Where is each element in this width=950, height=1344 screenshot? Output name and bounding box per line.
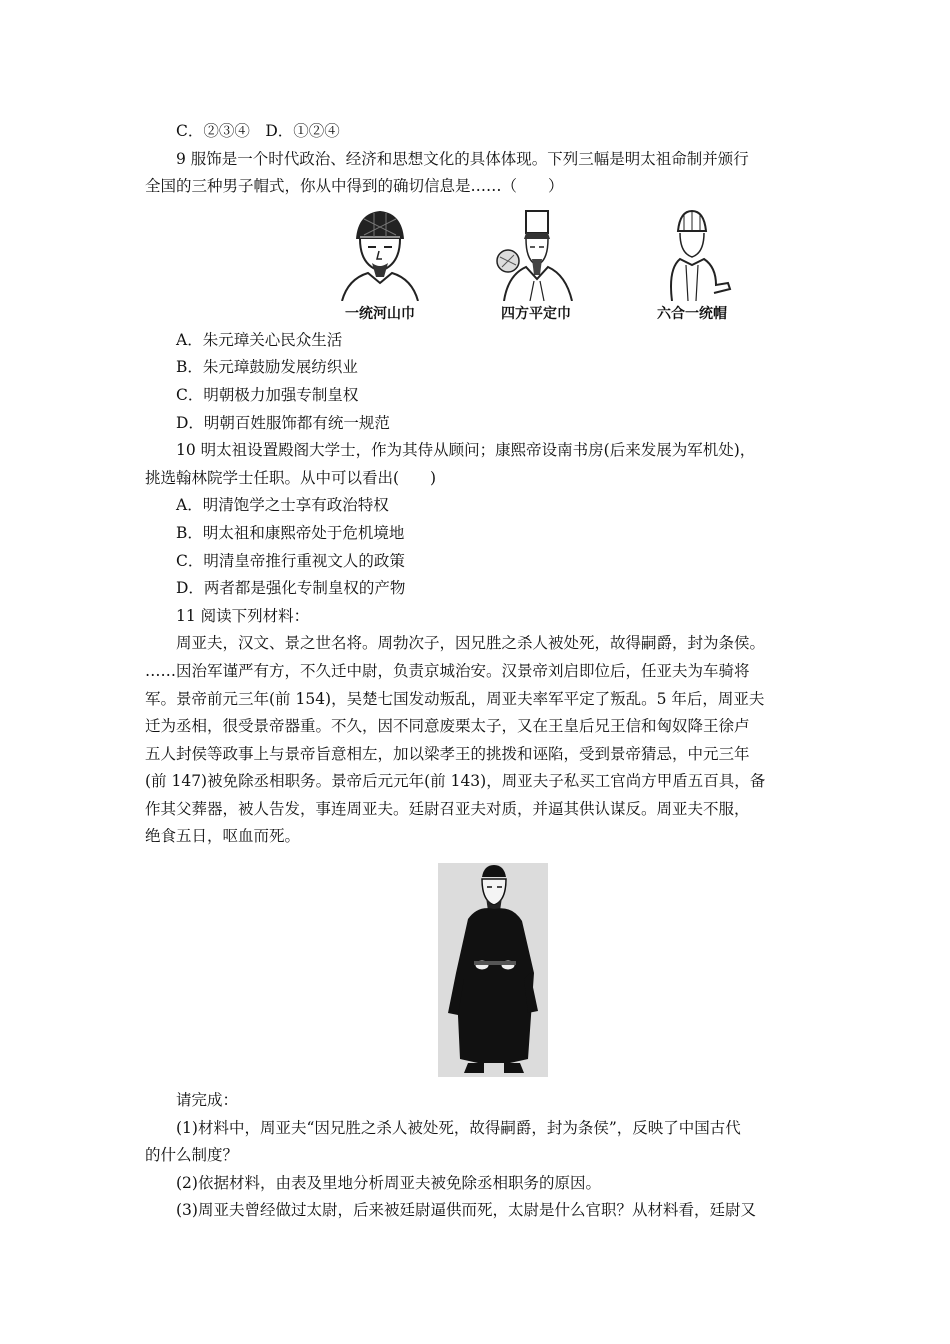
q10-option-c: C．明清皇帝推行重视文人的政策 [176,551,405,570]
q11-material-line-1: 周亚夫，汉文、景之世名将。周勃次子，因兄胜之杀人被处死，故得嗣爵，封为条侯。 [176,634,766,653]
hat-caption-2: 四方平定巾 [501,305,571,322]
robed-figure-illustration [438,863,548,1077]
q9-option-a: A．朱元璋关心民众生活 [176,330,343,349]
q10-stem-line1: 10 明太祖设置殿阁大学士，作为其侍从顾问；康熙帝设南书房(后来发展为军机处)， [176,441,756,460]
hat-figure-3 [637,209,747,323]
q11-material-line-3: 军。景帝前元三年(前 154)，吴楚七国发动叛乱，周亚夫率军平定了叛乱。5 年后，周亚夫 [145,689,765,708]
document-page [145,118,815,1225]
man-with-round-hat-illustration [646,209,738,301]
q11-task-heading: 请完成： [176,1091,239,1110]
man-with-square-cap-illustration [490,209,582,301]
hat-caption-3: 六合一统帽 [657,305,727,322]
q11-material-line-6: (前 147)被免除丞相职务。景帝后元元年(前 143)，周亚夫子私买工官尚方甲盾五百具，备 [145,772,766,791]
q9-option-d: D．明朝百姓服饰都有统一规范 [176,413,390,432]
q11-task2: (2)依据材料，由表及里地分析周亚夫被免除丞相职务的原因。 [176,1173,601,1192]
q11-heading: 11 阅读下列材料： [176,606,310,625]
q10-stem-line2: 挑选翰林院学士任职。从中可以看出( ) [145,468,437,487]
q9-option-b: B．朱元璋鼓励发展纺织业 [176,358,358,377]
hat-figure-1 [325,209,435,323]
q11-task1-line2: 的什么制度？ [145,1146,239,1165]
q9-option-c: C．明朝极力加强专制皇权 [176,385,359,404]
q11-material-line-7: 作其父葬器，被人告发，事连周亚夫。廷尉召亚夫对质，并逼其供认谋反。周亚夫不服， [145,799,750,818]
q10-option-a: A．明清饱学之士享有政治特权 [176,496,389,515]
q11-material-line-8: 绝食五日，呕血而死。 [145,827,301,846]
q10-option-d: D．两者都是强化专制皇权的产物 [176,579,406,598]
man-with-net-cap-illustration [334,209,426,301]
q11-task3: (3)周亚夫曾经做过太尉，后来被廷尉逼供而死，太尉是什么官职？从材料看，廷尉又 [176,1201,756,1220]
hat-caption-1: 一统河山巾 [345,305,415,322]
q9-hat-figures [325,209,815,323]
q9-stem-line2: 全国的三种男子帽式，你从中得到的确切信息是……（ ） [145,177,564,196]
q10-option-b: B．明太祖和康熙帝处于危机境地 [176,523,405,542]
hat-figure-2 [481,209,591,323]
q11-material-line-2: ……因治军谨严有方，不久迁中尉，负责京城治安。汉景帝刘启即位后，任亚夫为车骑将 [145,661,750,680]
q11-material-line-4: 迁为丞相，很受景帝器重。不久，因不同意废栗太子，又在王皇后兄王信和匈奴降王徐卢 [145,717,750,736]
q11-material-line-5: 五人封侯等政事上与景帝旨意相左，加以梁孝王的挑拨和诬陷，受到景帝猜忌，中元三年 [145,744,750,763]
q8-options: C．②③④ D．①②④ [176,122,340,140]
zhou-yafu-portrait [438,863,548,1077]
q11-task1-line1: (1)材料中，周亚夫“因兄胜之杀人被处死，故得嗣爵，封为条侯”，反映了中国古代 [176,1118,741,1137]
q9-stem-line1: 9 服饰是一个时代政治、经济和思想文化的具体体现。下列三幅是明太祖命制并颁行 [176,149,749,168]
